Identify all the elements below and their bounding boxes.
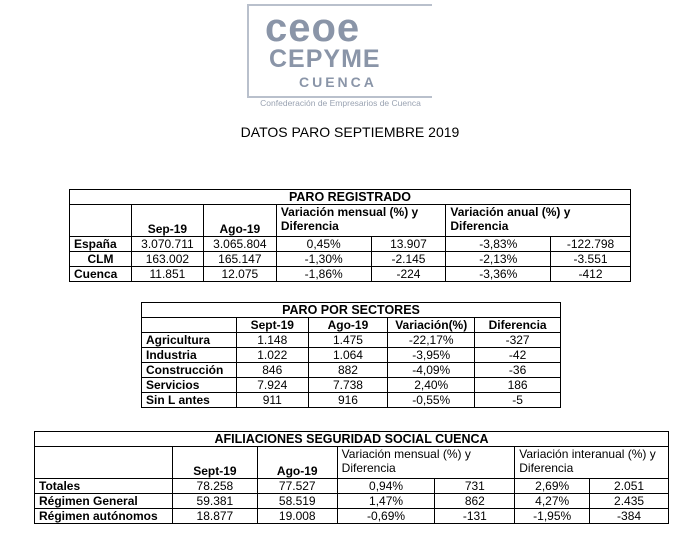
row-label: Régimen General: [35, 494, 173, 509]
table-cell: 731: [435, 479, 515, 494]
table-cell: -122.798: [551, 237, 631, 252]
table-row: [35, 494, 669, 509]
logo-cepyme-text: CEPYME: [269, 45, 381, 73]
row-label: Servicios: [142, 378, 237, 393]
table-cell: 186: [475, 378, 561, 393]
table-cell: -1,86%: [276, 267, 371, 282]
table-cell: 4,27%: [515, 494, 590, 509]
table-row: [142, 333, 561, 348]
page-title: DATOS PARO SEPTIEMBRE 2019: [240, 124, 460, 140]
table-cell: 911: [236, 393, 308, 408]
row-label: Cuenca: [70, 267, 132, 282]
table-cell: 2.435: [590, 494, 669, 509]
table-cell: 58.519: [257, 494, 337, 509]
row-label: Totales: [35, 479, 173, 494]
table-cell: -36: [475, 363, 561, 378]
table-cell: 77.527: [257, 479, 337, 494]
table-row: [142, 378, 561, 393]
table-cell: 11.851: [131, 267, 203, 282]
table-cell: -2.145: [371, 252, 446, 267]
column-header: Ago-19: [308, 318, 388, 333]
column-header: Variación mensual (%) y Diferencia: [276, 205, 446, 237]
table-cell: 2,40%: [388, 378, 475, 393]
table-row: [70, 267, 631, 282]
table-cell: 3.065.804: [203, 237, 276, 252]
table-cell: 18.877: [172, 509, 257, 524]
row-label: CLM: [70, 252, 132, 267]
table-cell: 846: [236, 363, 308, 378]
table-row: [35, 479, 669, 494]
table-cell: 1.148: [236, 333, 308, 348]
table-cell: 165.147: [203, 252, 276, 267]
logo-cuenca-text: CUENCA: [299, 74, 377, 90]
table-cell: 0,45%: [276, 237, 371, 252]
table-cell: -3,95%: [388, 348, 475, 363]
table-cell: 916: [308, 393, 388, 408]
column-header: Sept-19: [236, 318, 308, 333]
table-row: [70, 237, 631, 252]
table-cell: 163.002: [131, 252, 203, 267]
row-label: Régimen autónomos: [35, 509, 173, 524]
table-cell: -3,36%: [446, 267, 551, 282]
column-header: Variación mensual (%) y Diferencia: [337, 447, 515, 479]
table-cell: -1,95%: [515, 509, 590, 524]
column-header: Ago-19: [203, 205, 276, 237]
logo-ceoe-text: ceoe: [265, 6, 361, 50]
paro-registrado-table: [69, 189, 631, 282]
row-label: España: [70, 237, 132, 252]
table-cell: 78.258: [172, 479, 257, 494]
table-cell: -0,55%: [388, 393, 475, 408]
table-cell: -327: [475, 333, 561, 348]
corner-cell: [142, 318, 237, 333]
row-label: Agricultura: [142, 333, 237, 348]
table-cell: -5: [475, 393, 561, 408]
table-row: [142, 363, 561, 378]
table-cell: -3.551: [551, 252, 631, 267]
table-row: [142, 348, 561, 363]
table-row: [35, 509, 669, 524]
table-cell: 0,94%: [337, 479, 435, 494]
table-cell: -412: [551, 267, 631, 282]
table-cell: -3,83%: [446, 237, 551, 252]
table-cell: 7.738: [308, 378, 388, 393]
corner-cell: [35, 447, 173, 479]
table-cell: -1,30%: [276, 252, 371, 267]
table-cell: 3.070.711: [131, 237, 203, 252]
row-label: Industria: [142, 348, 237, 363]
row-label: Construcción: [142, 363, 237, 378]
table-cell: -224: [371, 267, 446, 282]
table-cell: -384: [590, 509, 669, 524]
table-cell: -22,17%: [388, 333, 475, 348]
corner-cell: [70, 205, 132, 237]
table-cell: 7.924: [236, 378, 308, 393]
column-header: Diferencia: [475, 318, 561, 333]
table-title: PARO REGISTRADO: [70, 190, 631, 205]
table-cell: 1,47%: [337, 494, 435, 509]
table-cell: 882: [308, 363, 388, 378]
logo-subtitle: Confederación de Empresarios de Cuenca: [260, 98, 421, 108]
paro-sectores-table: [141, 302, 561, 408]
column-header: Variación anual (%) y Diferencia: [446, 205, 631, 237]
afiliaciones-table: [34, 431, 669, 524]
row-label: Sin L antes: [142, 393, 237, 408]
column-header: Sept-19: [172, 447, 257, 479]
table-cell: -2,13%: [446, 252, 551, 267]
column-header: Variación interanual (%) y Diferencia: [515, 447, 669, 479]
table-cell: 862: [435, 494, 515, 509]
column-header: Ago-19: [257, 447, 337, 479]
table-row: [142, 393, 561, 408]
table-cell: 1.064: [308, 348, 388, 363]
table-cell: -42: [475, 348, 561, 363]
table-cell: 2,69%: [515, 479, 590, 494]
column-header: Sep-19: [131, 205, 203, 237]
table-cell: 1.475: [308, 333, 388, 348]
ceoe-cepyme-logo: [247, 4, 434, 112]
column-header: Variación(%): [388, 318, 475, 333]
table-cell: -4,09%: [388, 363, 475, 378]
table-cell: -0,69%: [337, 509, 435, 524]
table-cell: 2.051: [590, 479, 669, 494]
table-cell: 59.381: [172, 494, 257, 509]
table-row: [70, 252, 631, 267]
table-cell: 12.075: [203, 267, 276, 282]
table-cell: 13.907: [371, 237, 446, 252]
table-title: PARO POR SECTORES: [142, 303, 561, 318]
table-cell: 19.008: [257, 509, 337, 524]
table-title: AFILIACIONES SEGURIDAD SOCIAL CUENCA: [35, 432, 669, 447]
table-cell: -131: [435, 509, 515, 524]
table-cell: 1.022: [236, 348, 308, 363]
